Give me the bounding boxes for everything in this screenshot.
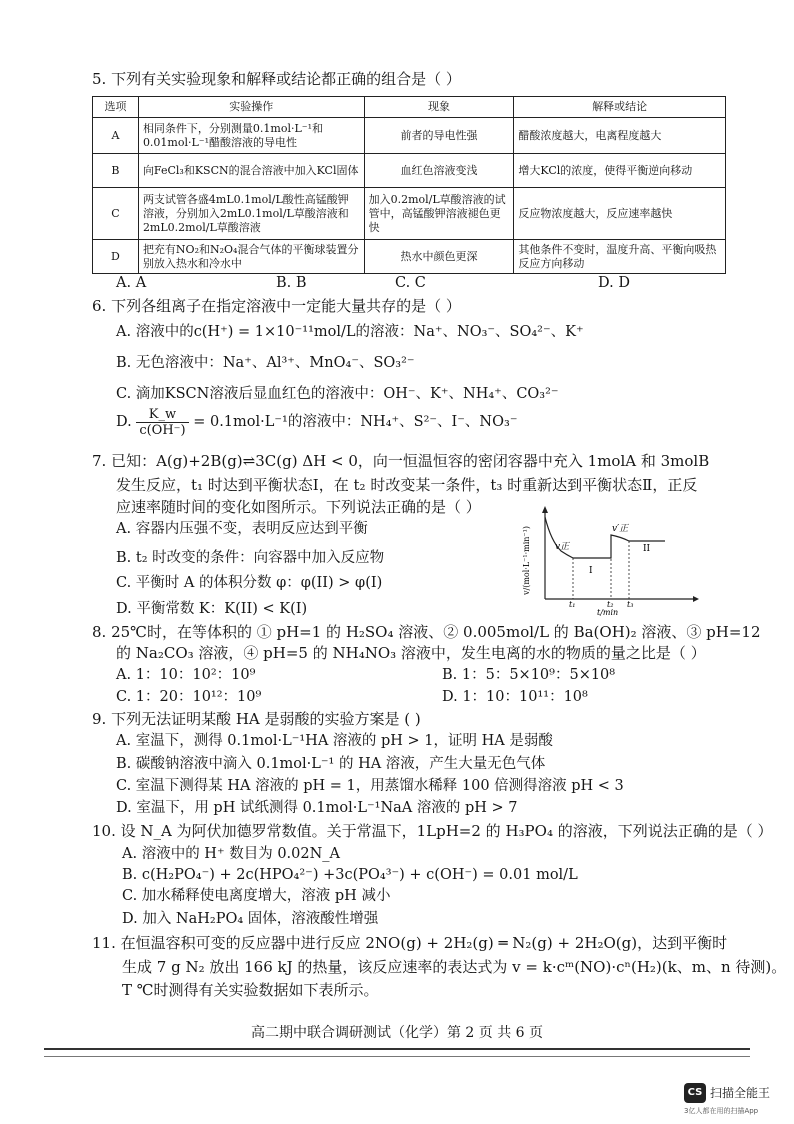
row-phenomenon: 热水中颜色更深	[364, 240, 514, 274]
t2-label: t₂	[607, 600, 614, 609]
q9-option-c: C. 室温下测得某 HA 溶液的 pH = 1，用蒸馏水稀释 100 倍测得溶液 pH < 3	[116, 778, 624, 794]
rate-time-graph	[515, 503, 700, 621]
q9-option-b: B. 碳酸钠溶液中滴入 0.1mol·L⁻¹ 的 HA 溶液，产生大量无色气体	[116, 756, 546, 772]
q5-choice-b: B. B	[276, 275, 307, 291]
row-conclusion: 增大KCl的浓度，使得平衡逆向移动	[514, 154, 726, 188]
row-operation: 相同条件下，分别测量0.1mol·L⁻¹和0.01mol·L⁻¹醋酸溶液的导电性	[138, 118, 364, 154]
v-forward-prime-label: v′正	[612, 524, 629, 534]
t3-label: t₃	[627, 600, 634, 609]
row-operation: 两支试管各盛4mL0.1mol/L酸性高锰酸钾溶液，分别加入2mL0.1mol/L草酸溶液和2mL0.2mol/L草酸溶液	[138, 188, 364, 240]
page-footer: 高二期中联合调研测试（化学）第 2 页 共 6 页	[250, 1025, 544, 1041]
q6-option-b: B. 无色溶液中：Na⁺、Al³⁺、MnO₄⁻、SO₃²⁻	[116, 355, 415, 371]
q7-option-c: C. 平衡时 A 的体积分数 φ：φ(II) > φ(I)	[116, 575, 383, 591]
q7-line1: 7. 已知：A(g)+2B(g)⇌3C(g) ΔH < 0，向一恒温恒容的密闭容器中充入 1molA 和 3molB	[92, 452, 710, 470]
row-conclusion: 其他条件不变时，温度升高、平衡向吸热反应方向移动	[514, 240, 726, 274]
table-row	[93, 188, 726, 240]
q10-option-b: B. c(H₂PO₄⁻) + 2c(HPO₄²⁻) +3c(PO₄³⁻) + c(OH⁻) = 0.01 mol/L	[122, 867, 578, 883]
q10-option-d: D. 加入 NaH₂PO₄ 固体，溶液酸性增强	[122, 911, 379, 927]
q5-choice-a: A. A	[116, 275, 147, 291]
q5-table-header	[93, 97, 726, 118]
row-conclusion: 醋酸浓度越大，电离程度越大	[514, 118, 726, 154]
q6-option-a: A. 溶液中的c(H⁺) = 1×10⁻¹¹mol/L的溶液：Na⁺、NO₃⁻、SO₄²⁻、K⁺	[116, 324, 584, 340]
x-axis-arrow	[693, 596, 699, 602]
scanner-app-name: 扫描全能王	[710, 1086, 771, 1100]
q9-stem: 9. 下列无法证明某酸 HA 是弱酸的实验方案是 ( )	[92, 710, 421, 728]
y-axis-arrow	[542, 506, 548, 513]
row-operation: 把充有NO₂和N₂O₄混合气体的平衡球装置分别放入热水和冷水中	[138, 240, 364, 274]
region-two-label: II	[643, 544, 651, 554]
row-conclusion: 反应物浓度越大，反应速率越快	[514, 188, 726, 240]
q8-option-d: D. 1：10：10¹¹：10⁸	[442, 689, 588, 705]
v-forward-label: v正	[555, 542, 570, 552]
q6-stem: 6. 下列各组离子在指定溶液中一定能大量共存的是（ ）	[92, 297, 461, 315]
header-option: 选项	[93, 97, 139, 118]
footer-divider	[44, 1048, 750, 1050]
q5-choice-d: D. D	[598, 275, 630, 291]
q8-line2: 的 Na₂CO₃ 溶液，④ pH=5 的 NH₄NO₃ 溶液中，发生电离的水的物质的量之比是（ ）	[116, 644, 706, 662]
q5-choice-c: C. C	[395, 275, 426, 291]
scanner-watermark	[684, 1083, 786, 1117]
t1-label: t₁	[569, 600, 576, 609]
table-row	[93, 154, 726, 188]
scanner-tagline: 3亿人都在用的扫描App	[684, 1107, 759, 1115]
kw-fraction	[136, 407, 188, 438]
q6-d-rest: = 0.1mol·L⁻¹的溶液中：NH₄⁺、S²⁻、I⁻、NO₃⁻	[193, 414, 518, 430]
region-one-label: I	[589, 566, 593, 576]
row-phenomenon: 加入0.2mol/L草酸溶液的试管中，高锰酸钾溶液褪色更快	[364, 188, 514, 240]
q11-line1: 11. 在恒温容积可变的反应器中进行反应 2NO(g) + 2H₂(g) ═ N₂(g) + 2H₂O(g)，达到平衡时	[92, 934, 728, 952]
fraction-numerator: K_w	[136, 407, 188, 423]
q5-stem: 5. 下列有关实验现象和解释或结论都正确的组合是（ ）	[92, 70, 461, 88]
q7-line3: 应速率随时间的变化如图所示。下列说法正确的是（ ）	[116, 498, 481, 516]
row-option: D	[93, 240, 139, 274]
header-operation: 实验操作	[138, 97, 364, 118]
row-option: A	[93, 118, 139, 154]
row-option: C	[93, 188, 139, 240]
q10-option-a: A. 溶液中的 H⁺ 数目为 0.02N_A	[122, 846, 341, 862]
x-axis-label: t/min	[597, 608, 619, 617]
row-phenomenon: 前者的导电性强	[364, 118, 514, 154]
q10-stem: 10. 设 N_A 为阿伏加德罗常数值。关于常温下，1LpH=2 的 H₃PO₄ 的溶液，下列说法正确的是（ ）	[92, 822, 773, 840]
q11-line3: T ℃时测得有关实验数据如下表所示。	[122, 981, 379, 999]
camscanner-logo-icon: CS	[684, 1083, 706, 1103]
q5-table	[92, 96, 726, 274]
q7-option-a: A. 容器内压强不变，表明反应达到平衡	[116, 521, 368, 537]
header-conclusion: 解释或结论	[514, 97, 726, 118]
table-row	[93, 118, 726, 154]
q8-option-c: C. 1：20：10¹²：10⁹	[116, 689, 262, 705]
footer-divider-thin	[44, 1056, 750, 1057]
q6-option-c: C. 滴加KSCN溶液后显血红色的溶液中：OH⁻、K⁺、NH₄⁺、CO₃²⁻	[116, 386, 559, 402]
row-phenomenon: 血红色溶液变浅	[364, 154, 514, 188]
y-axis-label: v/(mol·L⁻¹·min⁻¹)	[522, 526, 531, 595]
q7-line2: 发生反应，t₁ 时达到平衡状态Ⅰ，在 t₂ 时改变某一条件，t₃ 时重新达到平衡状态Ⅱ，正反	[116, 476, 698, 494]
fraction-denominator: c(OH⁻)	[139, 422, 186, 438]
q8-line1: 8. 25℃时，在等体积的 ① pH=1 的 H₂SO₄ 溶液、② 0.005mol/L 的 Ba(OH)₂ 溶液、③ pH=12	[92, 623, 761, 641]
q9-option-a: A. 室温下，测得 0.1mol·L⁻¹HA 溶液的 pH > 1，证明 HA 是弱酸	[116, 733, 553, 749]
header-phenomenon: 现象	[364, 97, 514, 118]
q6-option-d	[116, 404, 517, 440]
q9-option-d: D. 室温下，用 pH 试纸测得 0.1mol·L⁻¹NaA 溶液的 pH > 7	[116, 800, 518, 816]
q7-option-b: B. t₂ 时改变的条件：向容器中加入反应物	[116, 550, 385, 566]
table-row	[93, 240, 726, 274]
q6-d-label: D.	[116, 414, 132, 430]
q11-line2: 生成 7 g N₂ 放出 166 kJ 的热量，该反应速率的表达式为 v = k·cᵐ(NO)·cⁿ(H₂)(k、m、n 待测)。	[122, 958, 787, 976]
q10-option-c: C. 加水稀释使电离度增大，溶液 pH 减小	[122, 888, 391, 904]
q8-option-b: B. 1：5：5×10⁹：5×10⁸	[442, 667, 616, 683]
row-operation: 向FeCl₃和KSCN的混合溶液中加入KCl固体	[138, 154, 364, 188]
q7-option-d: D. 平衡常数 K：K(II) < K(I)	[116, 601, 308, 617]
row-option: B	[93, 154, 139, 188]
q8-option-a: A. 1：10：10²：10⁹	[116, 667, 256, 683]
